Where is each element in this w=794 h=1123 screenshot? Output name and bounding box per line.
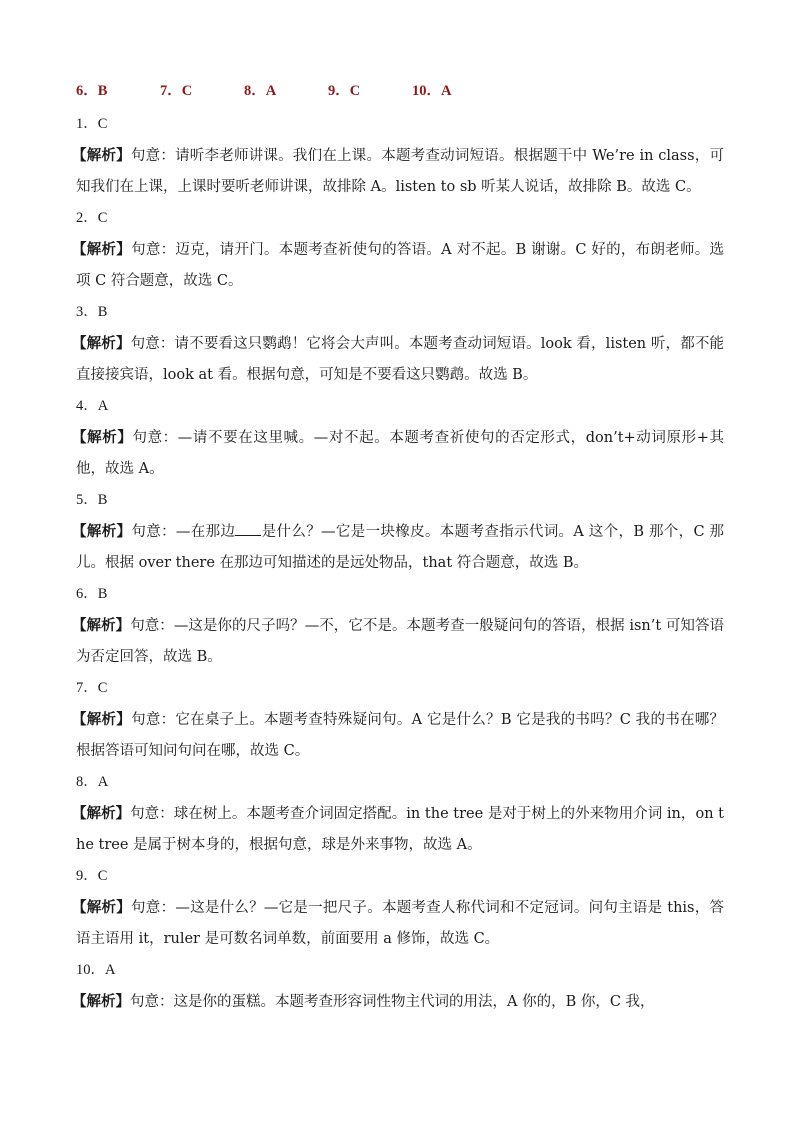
question-block-5 <box>72 485 725 579</box>
question-explanation <box>72 234 725 297</box>
answer-key-row <box>76 78 724 104</box>
explanation-text: 句意：它在桌子上。本题考查特殊疑问句。A 它是什么？B 它是我的书吗？C 我的书在哪？根据答语可知问句问在哪，故选 C。 <box>76 712 725 759</box>
question-number: 4．A <box>76 398 109 414</box>
question-explanation <box>72 328 724 391</box>
answer-key-item: 9．C <box>328 83 361 99</box>
analysis-tag: 【解析】 <box>72 241 132 258</box>
analysis-tag: 【解析】 <box>72 805 131 822</box>
analysis-tag: 【解析】 <box>72 335 131 352</box>
analysis-tag: 【解析】 <box>72 899 132 916</box>
question-block-2 <box>72 203 725 297</box>
question-block-4 <box>72 391 725 485</box>
question-number: 9．C <box>76 868 108 884</box>
explanation-text: 句意：—这是什么？—它是一把尺子。本题考查人称代词和不定冠词。问句主语是 this，答语主语用 it，ruler 是可数名词单数，前面要用 a 修饰，故选 C。 <box>76 900 725 947</box>
question-explanation <box>72 986 724 1018</box>
explanation-text: 句意：球在树上。本题考查介词固定搭配。in the tree 是对于树上的外来物用介词 in，on the tree 是属于树本身的，根据句意，球是外来事物，故选 A。 <box>76 806 724 853</box>
answer-key-item: 7．C <box>160 83 193 99</box>
explanation-text: 句意：—这是你的尺子吗？—不，它不是。本题考查一般疑问句的答语，根据 isn’t 可知答语为否定回答，故选 B。 <box>76 618 724 665</box>
answer-key-item: 8．A <box>244 83 277 99</box>
question-number: 2．C <box>76 210 108 226</box>
explanation-text: 句意：迈克，请开门。本题考查祈使句的答语。A 对不起。B 谢谢。C 好的，布朗老师。选项 C 符合题意，故选 C。 <box>76 242 725 289</box>
question-number: 6．B <box>76 586 108 602</box>
answer-page <box>72 78 725 1018</box>
analysis-tag: 【解析】 <box>72 711 132 728</box>
question-number: 8．A <box>76 774 109 790</box>
question-block-10 <box>72 955 724 1018</box>
question-number: 7．C <box>76 680 108 696</box>
question-block-3 <box>72 297 724 391</box>
explanation-text: 句意：这是你的蛋糕。本题考查形容词性物主代词的用法，A 你的，B 你，C 我， <box>130 994 655 1010</box>
explanation-text: 句意：请听李老师讲课。我们在上课。本题考查动词短语。根据题干中 We’re in class，可知我们在上课，上课时要听老师讲课，故排除 A。listen to sb 听某人说话，故排除 B。故选 C。 <box>76 148 725 195</box>
question-explanation <box>72 422 725 485</box>
question-explanation <box>72 704 725 767</box>
question-block-6 <box>72 579 724 673</box>
question-number: 5．B <box>76 492 108 508</box>
analysis-tag: 【解析】 <box>72 617 131 634</box>
question-block-7 <box>72 673 725 767</box>
answer-key-item: 6．B <box>76 83 108 99</box>
question-block-9 <box>72 861 725 955</box>
analysis-tag: 【解析】 <box>72 993 130 1010</box>
answer-key-item: 10．A <box>412 83 452 99</box>
fill-in-blank <box>235 521 261 536</box>
analysis-tag: 【解析】 <box>72 147 131 164</box>
question-number: 10．A <box>76 962 116 978</box>
question-explanation <box>72 516 725 579</box>
question-block-8 <box>72 767 724 861</box>
explanation-text: 句意：—请不要在这里喊。—对不起。本题考查祈使句的否定形式，don’t+动词原形+其他，故选 A。 <box>76 430 725 477</box>
question-explanation <box>72 798 724 861</box>
question-number: 3．B <box>76 304 108 320</box>
analysis-tag: 【解析】 <box>72 523 132 540</box>
question-number: 1．C <box>76 116 108 132</box>
question-explanation <box>72 610 724 673</box>
question-block-1 <box>72 109 725 203</box>
explanation-text-before-blank: 句意：—在那边 <box>131 524 236 540</box>
explanation-text-after-blank: 是什么？—它是一块橡皮。本题考查指示代词。A 这个，B 那个，C 那儿。根据 over there 在那边可知描述的是远处物品，that 符合题意，故选 B。 <box>76 524 725 571</box>
explanation-text: 句意：请不要看这只鹦鹉！它将会大声叫。本题考查动词短语。look 看，listen 听，都不能直接接宾语，look at 看。根据句意，可知是不要看这只鹦鹉。故选 B。 <box>76 336 724 383</box>
question-explanation <box>72 892 725 955</box>
question-explanation <box>72 140 725 203</box>
analysis-tag: 【解析】 <box>72 429 133 446</box>
